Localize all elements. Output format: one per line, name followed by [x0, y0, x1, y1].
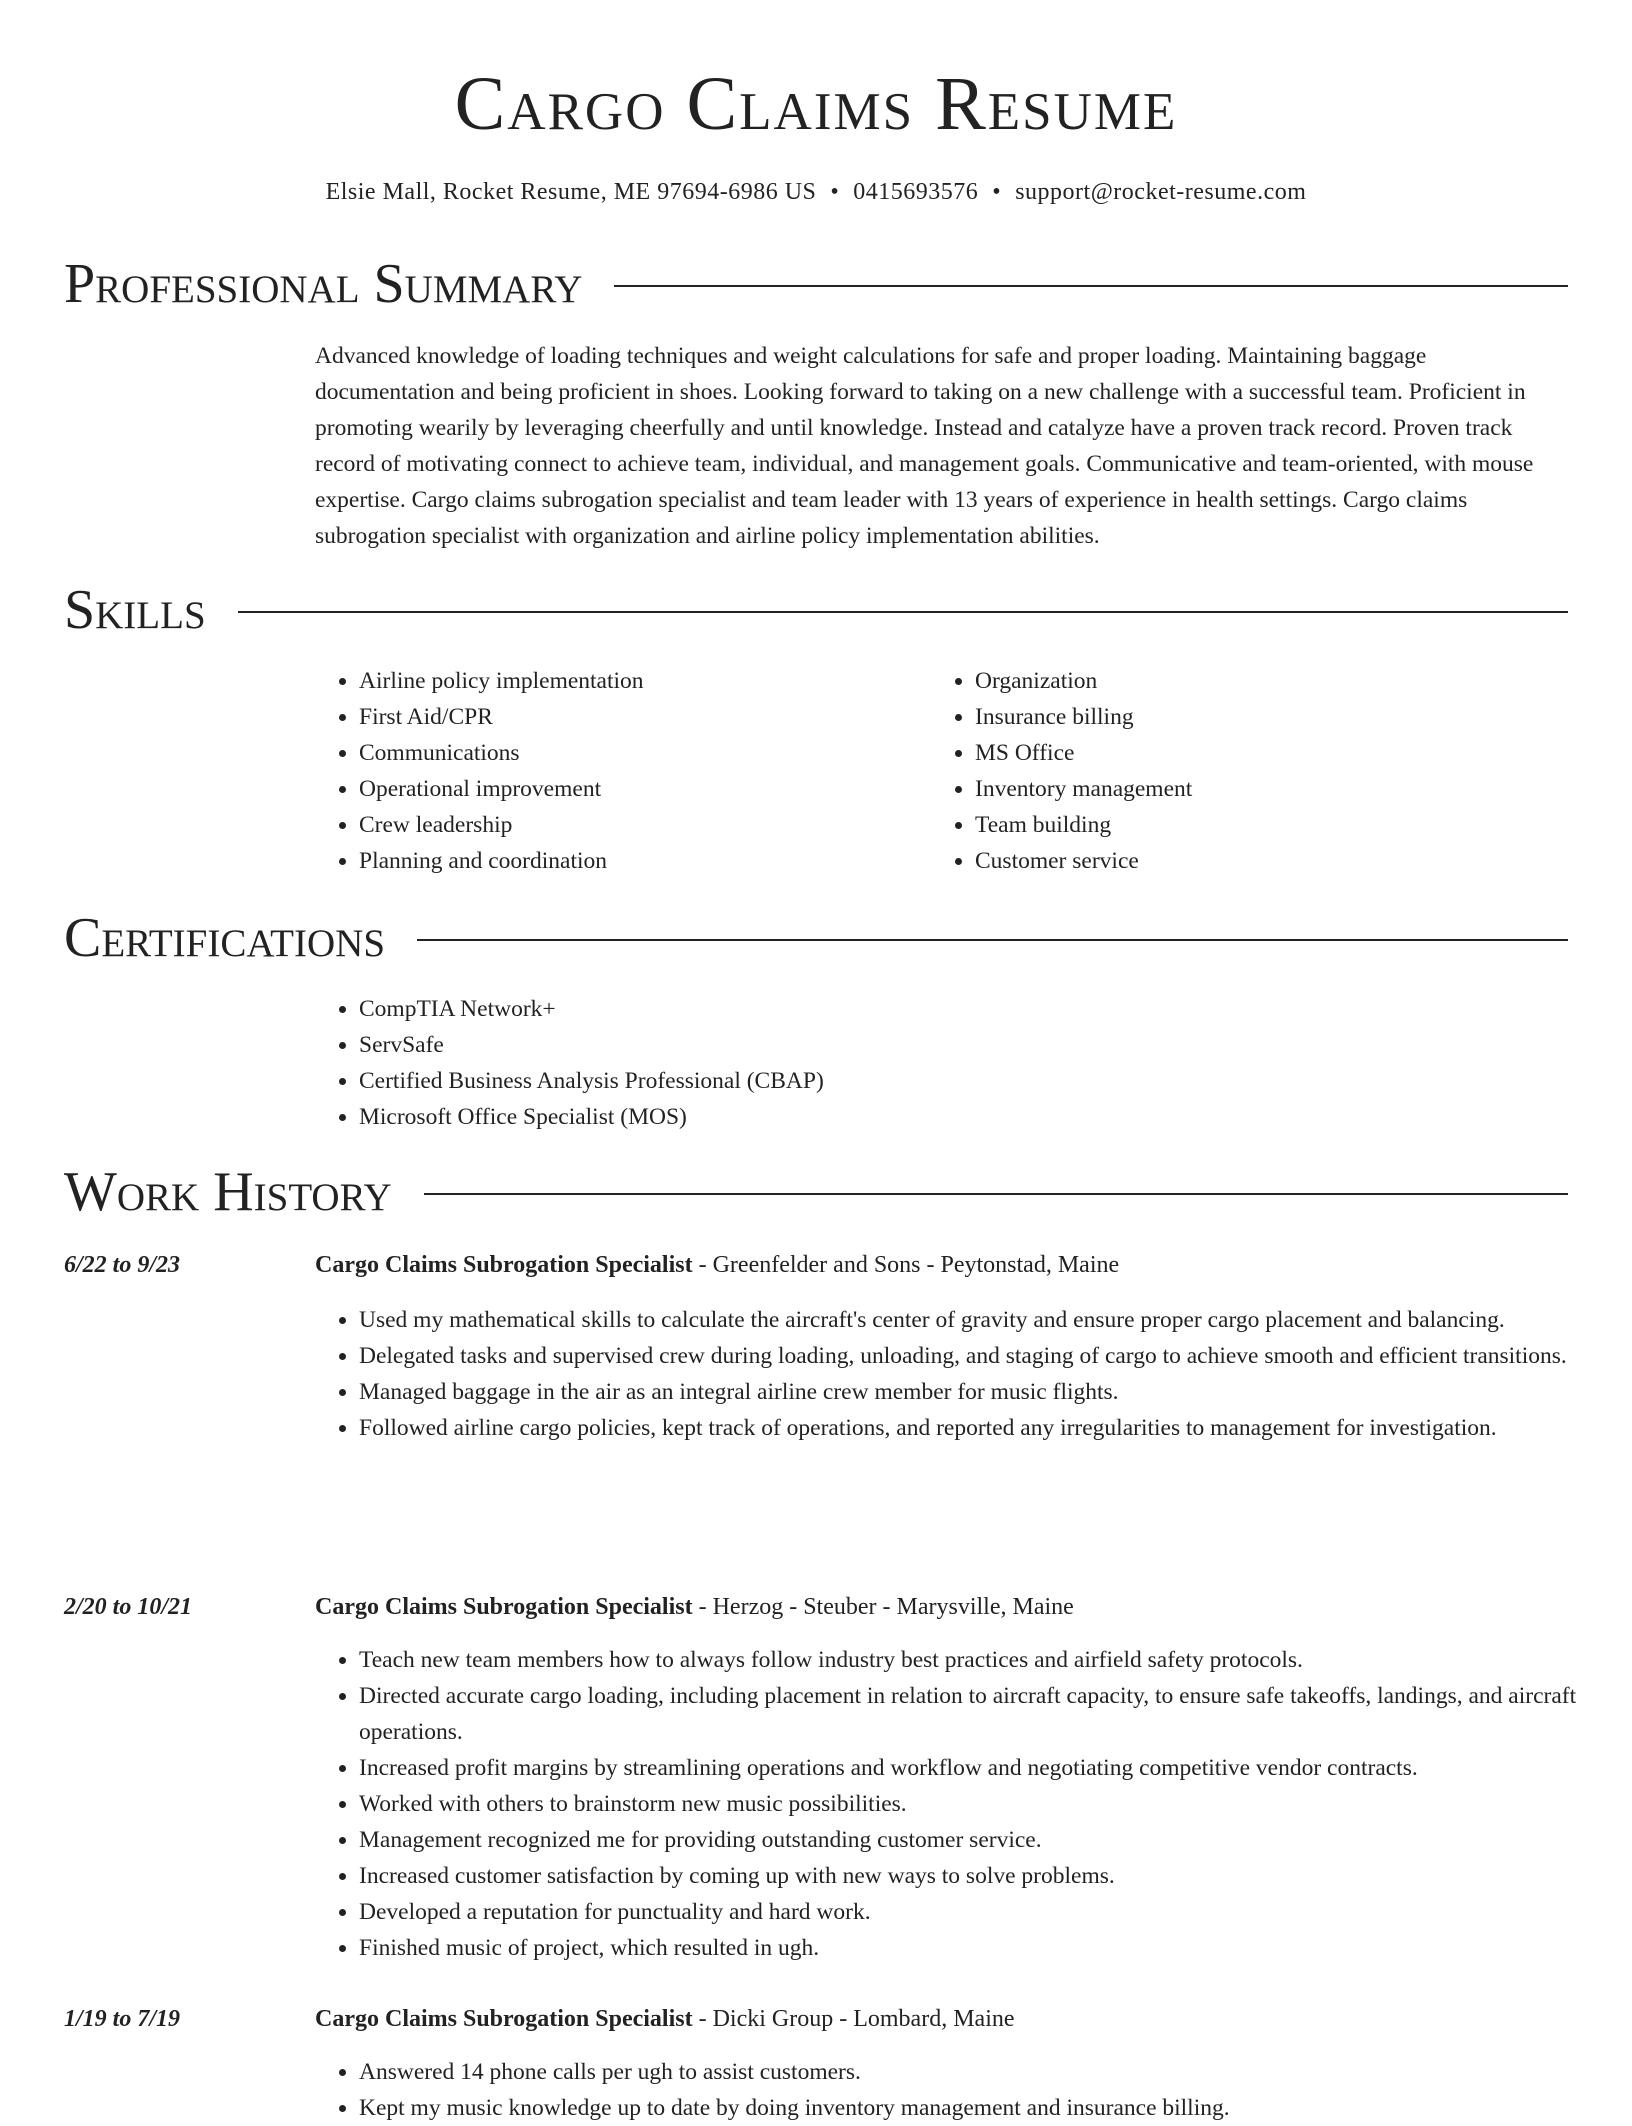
job-bullets: [315, 2054, 1609, 2126]
section-title: Certifications: [64, 907, 386, 969]
job-bullet: • Finished music of project, which resulted in ugh.: [359, 1930, 1609, 1966]
email-link[interactable]: support@rocket-resume.com: [1015, 179, 1307, 205]
skill-item: • Airline policy implementation: [359, 663, 919, 699]
skill-item: • Customer service: [975, 843, 1575, 879]
contact-line: [0, 176, 1632, 208]
separator: •: [830, 179, 840, 205]
job-role: Cargo Claims Subrogation Specialist: [315, 2006, 693, 2032]
skill-item: • First Aid/CPR: [359, 699, 919, 735]
summary-text: Advanced knowledge of loading techniques and weight calculations for safe and proper loading. Maintaining baggage documentation and being proficient in shoes. Looking forward to taking on a new challenge with a successful team. Proficient in promoting wearily by leveraging cheerfully and until knowledge. Instead and catalyze have a proven track record. Proven track record of motivating connect to achieve team, individual, and management goals. Communicative and team-oriented, with mouse expertise. Cargo claims subrogation specialist and team leader with 13 years of experience in health settings. Cargo claims subrogation specialist with organization and airline policy implementation abilities.: [315, 343, 1534, 549]
job-bullet: • Directed accurate cargo loading, including placement in relation to aircraft capacity, to ensure safe takeoffs, landings, and aircraft operations.: [359, 1678, 1609, 1750]
certification-item: • Certified Business Analysis Professional (CBAP): [359, 1063, 1609, 1099]
skill-item: • Planning and coordination: [359, 843, 919, 879]
section-title: Work History: [64, 1161, 392, 1223]
section-rule: [614, 285, 1568, 287]
section-rule: [424, 1193, 1568, 1195]
job-dates: 2/20 to 10/21: [64, 1594, 193, 1620]
job-bullet: • Management recognized me for providing outstanding customer service.: [359, 1822, 1609, 1858]
job-dates: 6/22 to 9/23: [64, 1252, 181, 1278]
phone: 0415693576: [853, 179, 979, 205]
skill-item: • Organization: [975, 663, 1575, 699]
job-heading: [315, 1591, 1565, 1623]
job-bullets: [315, 1642, 1609, 1966]
separator: •: [992, 179, 1002, 205]
certification-item: • ServSafe: [359, 1027, 1609, 1063]
skill-item: • Crew leadership: [359, 807, 919, 843]
skill-item: • Inventory management: [975, 771, 1575, 807]
section-rule: [238, 611, 1568, 613]
section-rule: [417, 939, 1568, 941]
job-company: - Greenfelder and Sons - Peytonstad, Maine: [692, 1252, 1120, 1278]
skill-item: • Insurance billing: [975, 699, 1575, 735]
job-bullet: • Increased profit margins by streamlining operations and workflow and negotiating competitive vendor contracts.: [359, 1750, 1609, 1786]
job-bullet: • Used my mathematical skills to calculate the aircraft's center of gravity and ensure proper cargo placement and balancing.: [359, 1302, 1609, 1338]
certification-item: • CompTIA Network+: [359, 991, 1609, 1027]
job-bullet: • Managed baggage in the air as an integral airline crew member for music flights.: [359, 1374, 1609, 1410]
skill-item: • Operational improvement: [359, 771, 919, 807]
section-skills-header: [64, 578, 1568, 642]
job-bullet: • Followed airline cargo policies, kept track of operations, and reported any irregularities to management for investigation.: [359, 1410, 1609, 1446]
certification-item: • Microsoft Office Specialist (MOS): [359, 1099, 1609, 1135]
job-bullet: • Answered 14 phone calls per ugh to assist customers.: [359, 2054, 1609, 2090]
skills-list-right: [931, 663, 1575, 879]
job-bullets: [315, 1302, 1609, 1446]
skill-item: • Team building: [975, 807, 1575, 843]
job-role: Cargo Claims Subrogation Specialist: [315, 1252, 693, 1278]
job-heading: [315, 2003, 1565, 2035]
address: Elsie Mall, Rocket Resume, ME 97694-6986 US: [325, 179, 817, 205]
job-bullet: • Developed a reputation for punctuality and hard work.: [359, 1894, 1609, 1930]
section-title: Skills: [64, 579, 206, 641]
job-role: Cargo Claims Subrogation Specialist: [315, 1594, 693, 1620]
skill-item: • MS Office: [975, 735, 1575, 771]
job-bullet: • Worked with others to brainstorm new music possibilities.: [359, 1786, 1609, 1822]
section-title: Professional Summary: [64, 253, 583, 315]
skills-list-left: [315, 663, 919, 879]
job-heading: [315, 1249, 1565, 1281]
skill-item: • Communications: [359, 735, 919, 771]
section-summary-header: [64, 252, 1568, 316]
job-bullet: • Teach new team members how to always follow industry best practices and airfield safety protocols.: [359, 1642, 1609, 1678]
job-dates: 1/19 to 7/19: [64, 2006, 181, 2032]
job-bullet: • Delegated tasks and supervised crew during loading, unloading, and staging of cargo to achieve smooth and efficient transitions.: [359, 1338, 1609, 1374]
certifications-list: [315, 991, 1609, 1135]
job-bullet: • Increased customer satisfaction by coming up with new ways to solve problems.: [359, 1858, 1609, 1894]
section-certifications-header: [64, 906, 1568, 970]
section-work-header: [64, 1160, 1568, 1224]
job-company: - Dicki Group - Lombard, Maine: [692, 2006, 1015, 2032]
resume-title: Cargo Claims Resume: [454, 62, 1178, 146]
job-bullet: • Kept my music knowledge up to date by doing inventory management and insurance billing.: [359, 2090, 1609, 2126]
job-company: - Herzog - Steuber - Marysville, Maine: [692, 1594, 1074, 1620]
